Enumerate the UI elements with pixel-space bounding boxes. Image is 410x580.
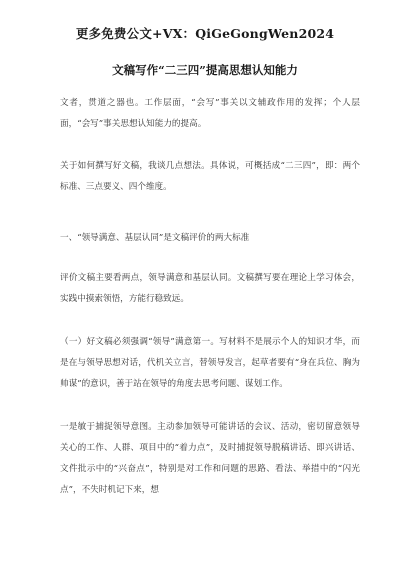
paragraph-point-1: 一是敏于捕捉领导意图。主动参加领导可能讲话的会议、活动，密切留意领导关心的工作、人群、项目中的“着力点”，及时捕捉领导脱稿讲话、即兴讲话、文件批示中的“兴奋点”，特别是对工作和问题的思路、看法、举措中的“闪光点”，不失时机记下来，想 bbox=[60, 422, 360, 495]
document-title: 文稿写作“二三四”提高思想认知能力 bbox=[112, 63, 298, 77]
section-heading: 一、“领导满意、基层认同”是文稿评价的两大标准 bbox=[60, 233, 250, 243]
paragraph-subsection-1: （一）好文稿必须强调“领导”满意第一。写材料不是展示个人的知识才华，而是在与领导思想对话，代机关立言，替领导发言，起草者要有“身在兵位、胸为帅谋”的意识，善于站在领导的角度去思考问题、谋划工作。 bbox=[60, 337, 360, 389]
paragraph-intro: 文者，贯道之器也。工作层面，“会写”事关以文辅政作用的发挥；个人层面，“会写”事关思想认知能力的提高。 bbox=[60, 98, 360, 129]
document-header: 更多免费公文+VX：QiGeGongWen2024 bbox=[75, 26, 335, 41]
paragraph-overview: 关于如何撰写好文稿，我谈几点想法。具体说，可概括成“二三四”，即：两个标准、三点要义、四个维度。 bbox=[60, 161, 360, 192]
paragraph-evaluation: 评价文稿主要看两点，领导满意和基层认同。文稿撰写要在理论上学习体会，实践中摸索领悟，方能行稳致远。 bbox=[60, 273, 360, 304]
